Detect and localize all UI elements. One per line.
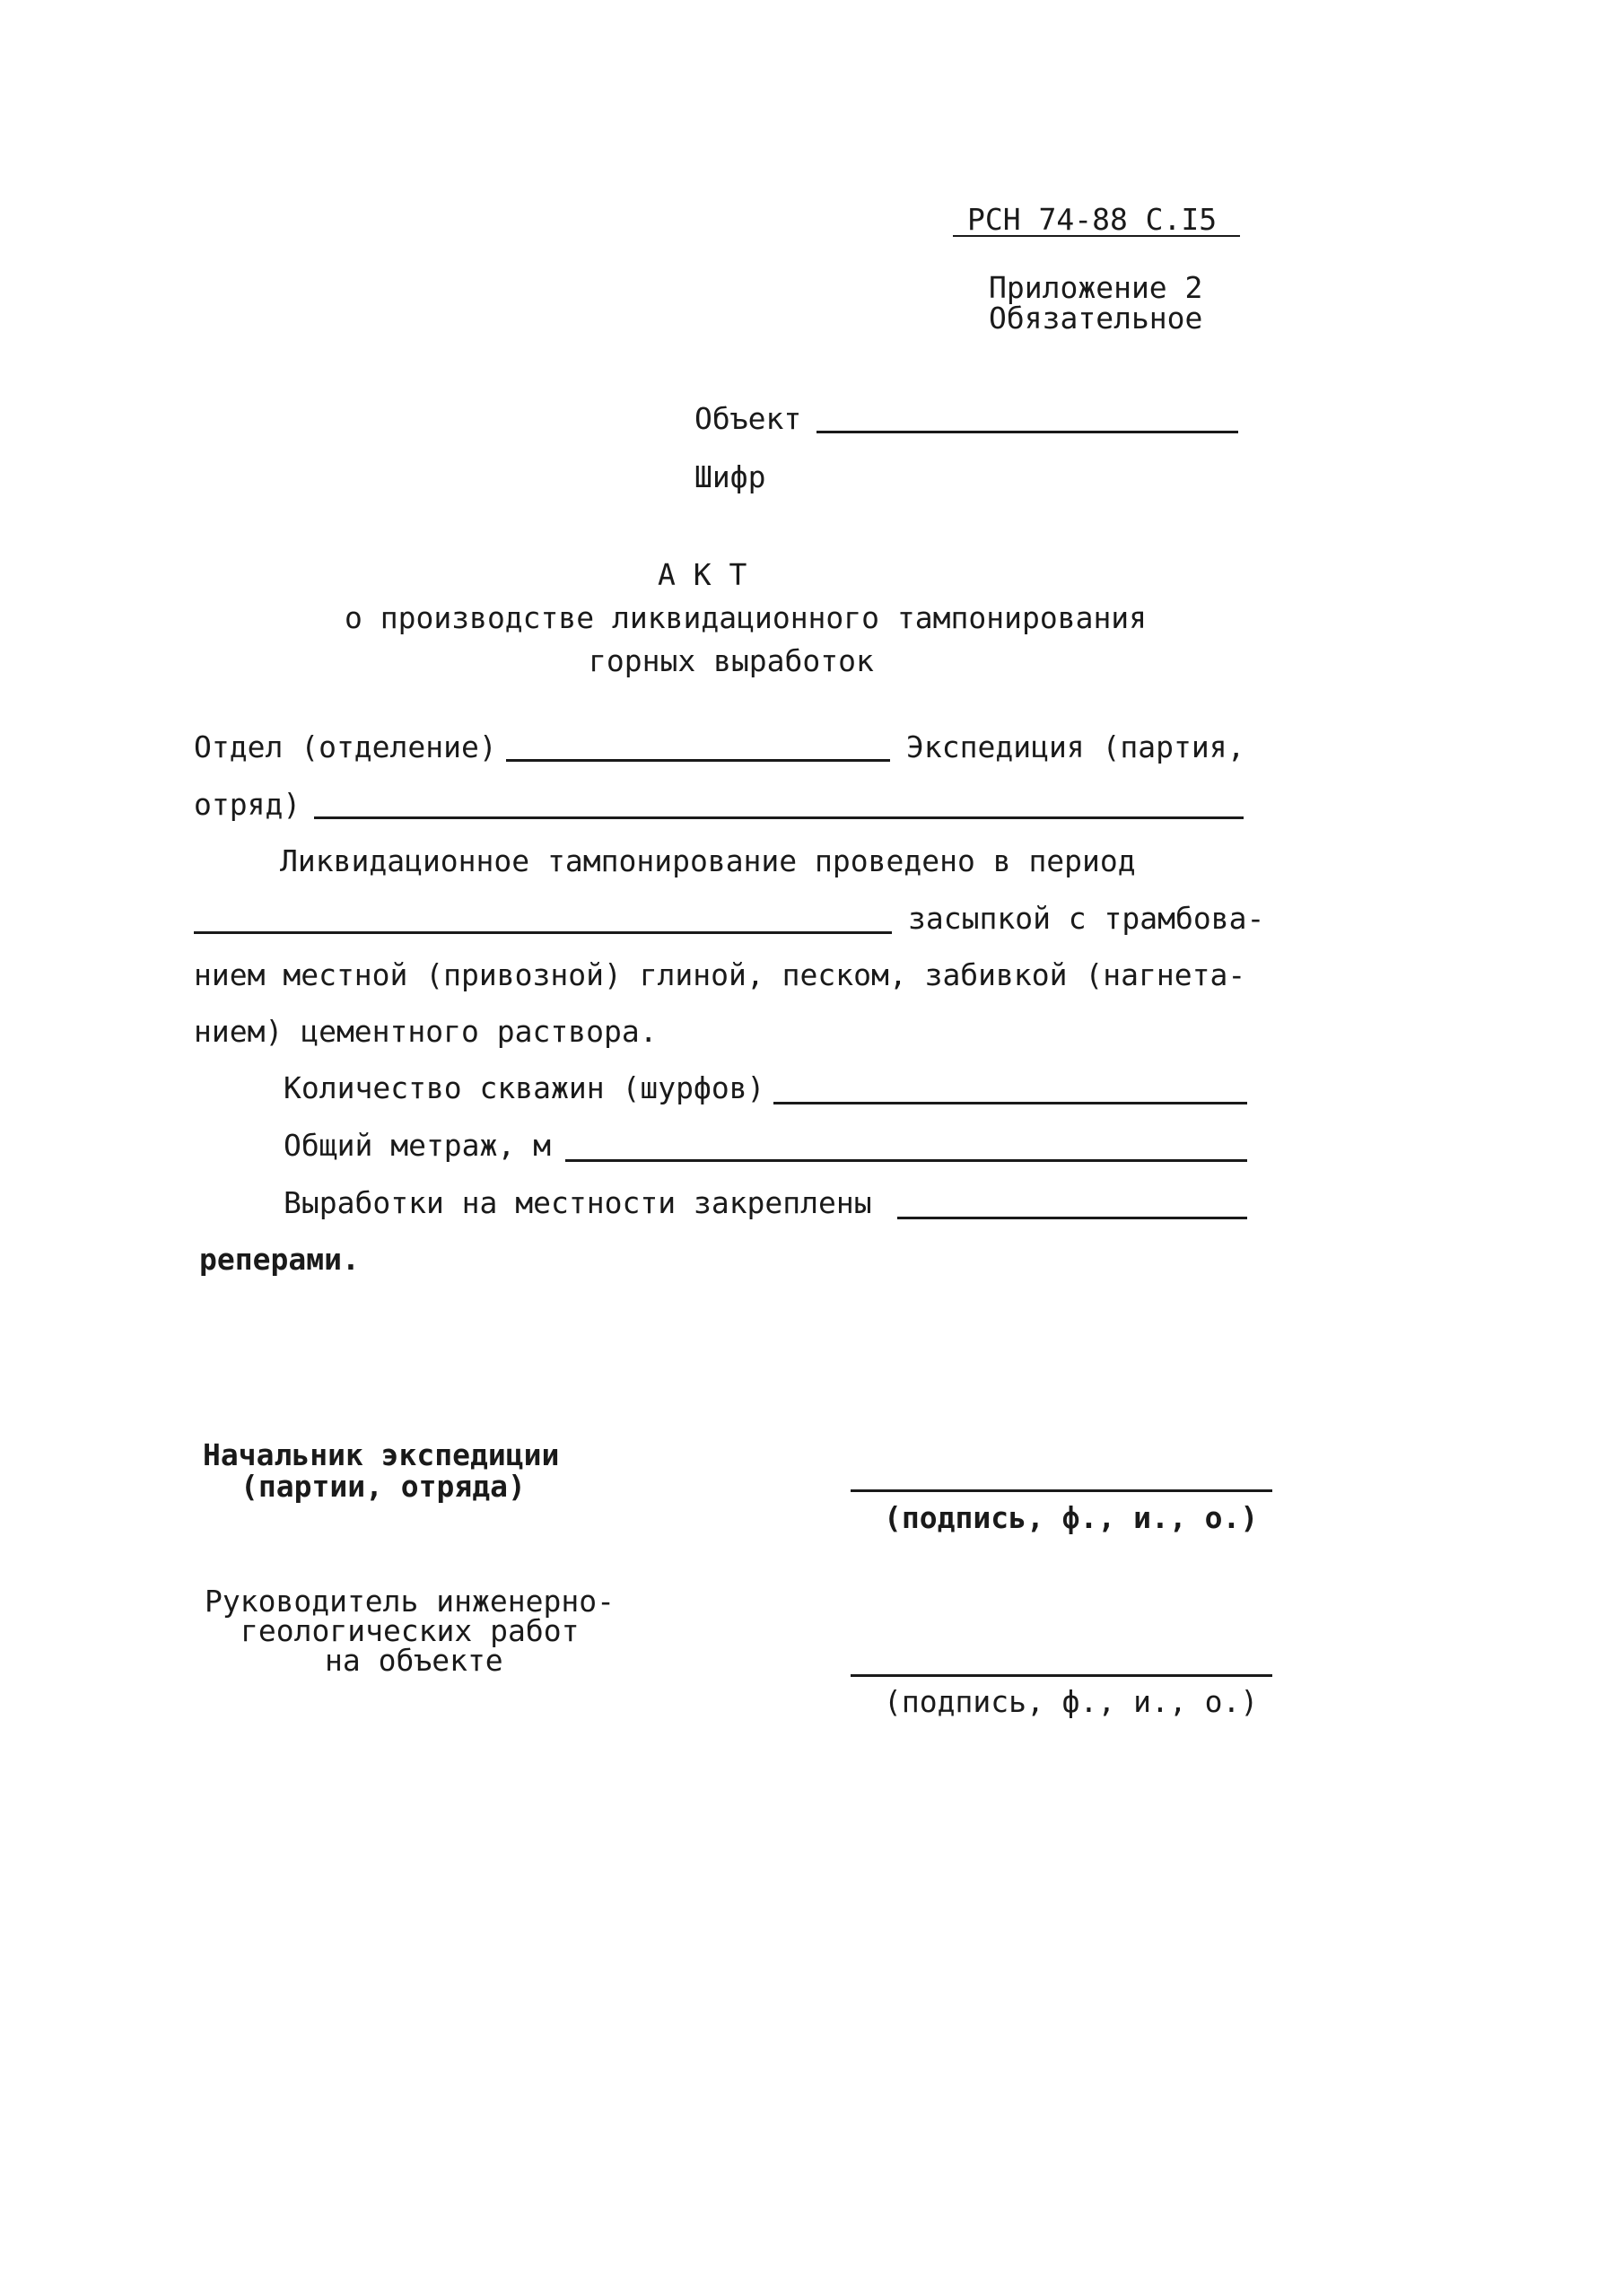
object-label: Объект: [694, 401, 802, 436]
period-text: Ликвидационное тампонирование проведено в период: [280, 843, 1136, 878]
period-field-line[interactable]: [194, 931, 892, 934]
head-title-line2: геологических работ: [240, 1613, 580, 1648]
squad-label: отряд): [194, 787, 301, 822]
chief-title-line1: Начальник экспедиции: [203, 1437, 560, 1472]
department-label: Отдел (отделение): [194, 729, 497, 764]
document-code: РСН 74-88 С.I5: [967, 202, 1218, 237]
expedition-label: Экспедиция (партия,: [906, 729, 1245, 764]
fixed-label: Выработки на местности закреплены: [284, 1185, 872, 1220]
document-title: А К Т: [658, 557, 747, 592]
head-title-line3: на объекте: [325, 1643, 503, 1678]
head-signature-caption: (подпись, ф., и., о.): [884, 1684, 1259, 1719]
document-subtitle-line1: о производстве ликвидационного тампонирования: [345, 600, 1148, 635]
appendix-label: Приложение 2: [989, 270, 1203, 305]
meters-label: Общий метраж, м: [284, 1128, 552, 1163]
document-subtitle-line2: горных выработок: [589, 643, 874, 678]
method-text-line: нием местной (привозной) глиной, песком, забивкой (нагнета-: [194, 957, 1246, 992]
head-title-line1: Руководитель инженерно-: [205, 1584, 615, 1619]
head-signature-line[interactable]: [851, 1674, 1272, 1677]
chief-title-line2: (партии, отряда): [240, 1469, 526, 1504]
meters-field-line[interactable]: [565, 1159, 1247, 1162]
fixed-field-line[interactable]: [897, 1217, 1247, 1219]
mandatory-label: Обязательное: [989, 301, 1203, 336]
wells-field-line[interactable]: [773, 1102, 1247, 1104]
benchmarks-text: реперами.: [199, 1242, 360, 1277]
wells-label: Количество скважин (шурфов): [284, 1070, 765, 1105]
squad-field-line[interactable]: [314, 816, 1244, 819]
fill-text: засыпкой с трамбова-: [908, 901, 1265, 936]
object-field-line[interactable]: [816, 431, 1238, 433]
chief-signature-line[interactable]: [851, 1489, 1272, 1492]
cement-text-line: нием) цементного раствора.: [194, 1014, 658, 1049]
department-field-line[interactable]: [506, 759, 890, 762]
document-code-underline: [953, 235, 1240, 237]
chief-signature-caption: (подпись, ф., и., о.): [884, 1500, 1259, 1535]
cipher-label: Шифр: [694, 459, 766, 494]
